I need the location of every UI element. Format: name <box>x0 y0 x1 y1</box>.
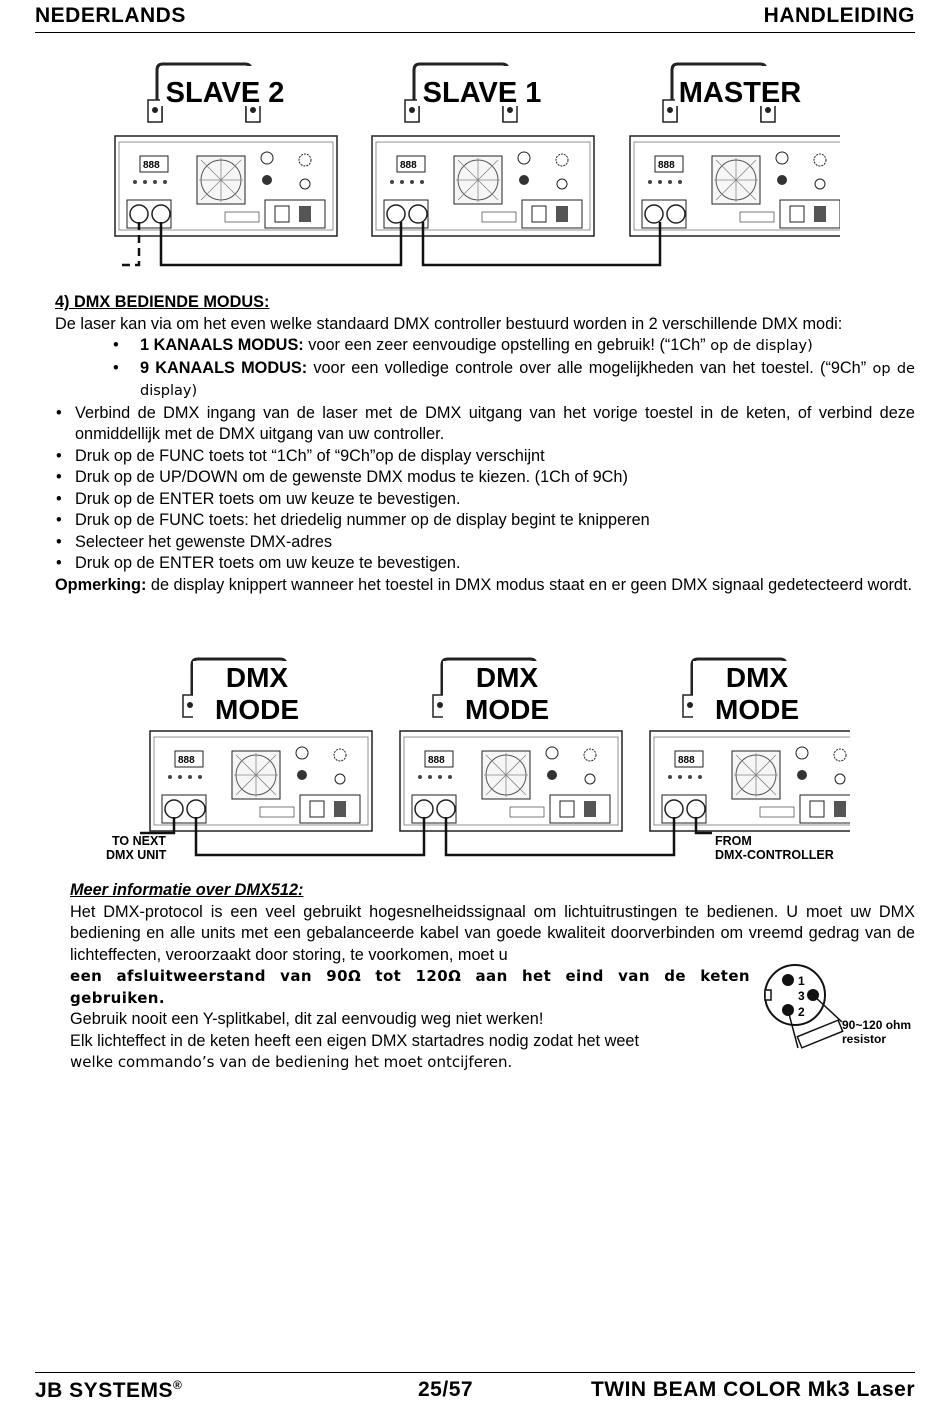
steps-list <box>55 403 915 575</box>
dmx-mode-section <box>55 292 915 596</box>
info-paragraph-1: Het DMX-protocol is een veel gebruikt hogesnelheidssignaal om lichtuitrustingen te bedienen. U moet uw DMX bediening en alle units met een gebalanceerde kabel van goede kwaliteit doorverbinden om vreemd gedrag van de lichteffecten, veroorzaakt door storing, te voorkomen, moet u <box>70 902 915 964</box>
note: Opmerking: de display knippert wanneer het toestel in DMX modus staat en er geen DMX signaal gedetecteerd wordt. <box>55 575 913 594</box>
footer-product: TWIN BEAM COLOR Mk3 Laser <box>590 1378 915 1401</box>
master-slave-diagram <box>110 60 840 275</box>
xlr-resistor-diagram <box>760 962 930 1057</box>
pin-3-label: 3 <box>798 989 805 1003</box>
section-intro: De laser kan via om het even welke standaard DMX controller bestuurd worden in 2 verschillende DMX modi: <box>55 314 843 333</box>
step-item: • Druk op de ENTER toets om uw keuze te bevestigen. <box>55 489 915 511</box>
dmx512-info <box>70 880 915 966</box>
info-paragraph-2: Gebruik nooit een Y-splitkabel, dit zal eenvoudig weg niet werken! <box>70 1010 544 1028</box>
page-footer <box>35 1372 915 1405</box>
dmx-label-1a: DMX <box>225 662 289 693</box>
header-language: NEDERLANDS <box>35 4 186 27</box>
info-title: Meer informatie over DMX512: <box>70 881 304 899</box>
step-item: • Selecteer het gewenste DMX-adres <box>55 532 915 554</box>
slave1-label: SLAVE 1 <box>422 77 542 109</box>
page-number: 25/57 <box>418 1378 474 1401</box>
to-next-label: TO NEXT <box>112 834 166 848</box>
dmx-label-3a: DMX <box>725 662 789 693</box>
dmx-label-2b: MODE <box>465 694 549 725</box>
mode-item: • 1 KANAALS MODUS: voor een zeer eenvoudige opstelling en gebruik! (“1Ch” op de display) <box>55 335 915 358</box>
step-item: • Druk op de UP/DOWN om de gewenste DMX modus te kiezen. (1Ch of 9Ch) <box>55 467 915 489</box>
resistor-value-label: 90~120 ohm <box>842 1018 912 1032</box>
info-paragraph-3: Elk lichteffect in de keten heeft een eigen DMX startadres nodig zodat het weet <box>70 1031 639 1050</box>
mode-list <box>55 335 915 403</box>
info-paragraph-3b: welke commando’s van de bediening het moet ontcijferen. <box>70 1053 513 1071</box>
pin-1-label: 1 <box>798 974 805 988</box>
from-label: FROM <box>715 834 752 848</box>
step-item: • Verbind de DMX ingang van de laser met de DMX uitgang van het vorige toestel in de keten, of verbind deze onmiddellijk met de DMX uitgang van uw controller. <box>55 403 915 446</box>
page-header <box>35 4 915 33</box>
dmx-unit-label: DMX UNIT <box>106 848 167 862</box>
section-title: 4) DMX BEDIENDE MODUS: <box>55 293 270 311</box>
info-continued <box>70 966 750 1074</box>
dmx-label-3b: MODE <box>715 694 799 725</box>
dmx-label-2a: DMX <box>475 662 539 693</box>
dmx-label-1b: MODE <box>215 694 299 725</box>
step-item: • Druk op de ENTER toets om uw keuze te bevestigen. <box>55 553 915 575</box>
step-item: • Druk op de FUNC toets: het driedelig nummer op de display begint te knipperen <box>55 510 915 532</box>
header-doc-type: HANDLEIDING <box>763 4 915 27</box>
step-item: • Druk op de FUNC toets tot “1Ch” of “9Ch”op de display verschijnt <box>55 446 915 468</box>
master-label: MASTER <box>678 77 802 109</box>
dmx-controller-label: DMX-CONTROLLER <box>715 848 834 862</box>
info-terminator: een afsluitweerstand van 90Ω tot 120Ω aan het eind van de keten gebruiken. <box>70 967 750 1007</box>
slave2-label: SLAVE 2 <box>165 77 285 109</box>
dmx-mode-diagram <box>100 655 850 865</box>
mode-item: • 9 KANAALS MODUS: voor een volledige controle over alle mogelijkheden van het toestel. (“9Ch” op de display) <box>55 358 915 403</box>
pin-2-label: 2 <box>798 1005 805 1019</box>
footer-brand: JB SYSTEMS® <box>35 1378 183 1402</box>
resistor-label: resistor <box>842 1032 887 1046</box>
